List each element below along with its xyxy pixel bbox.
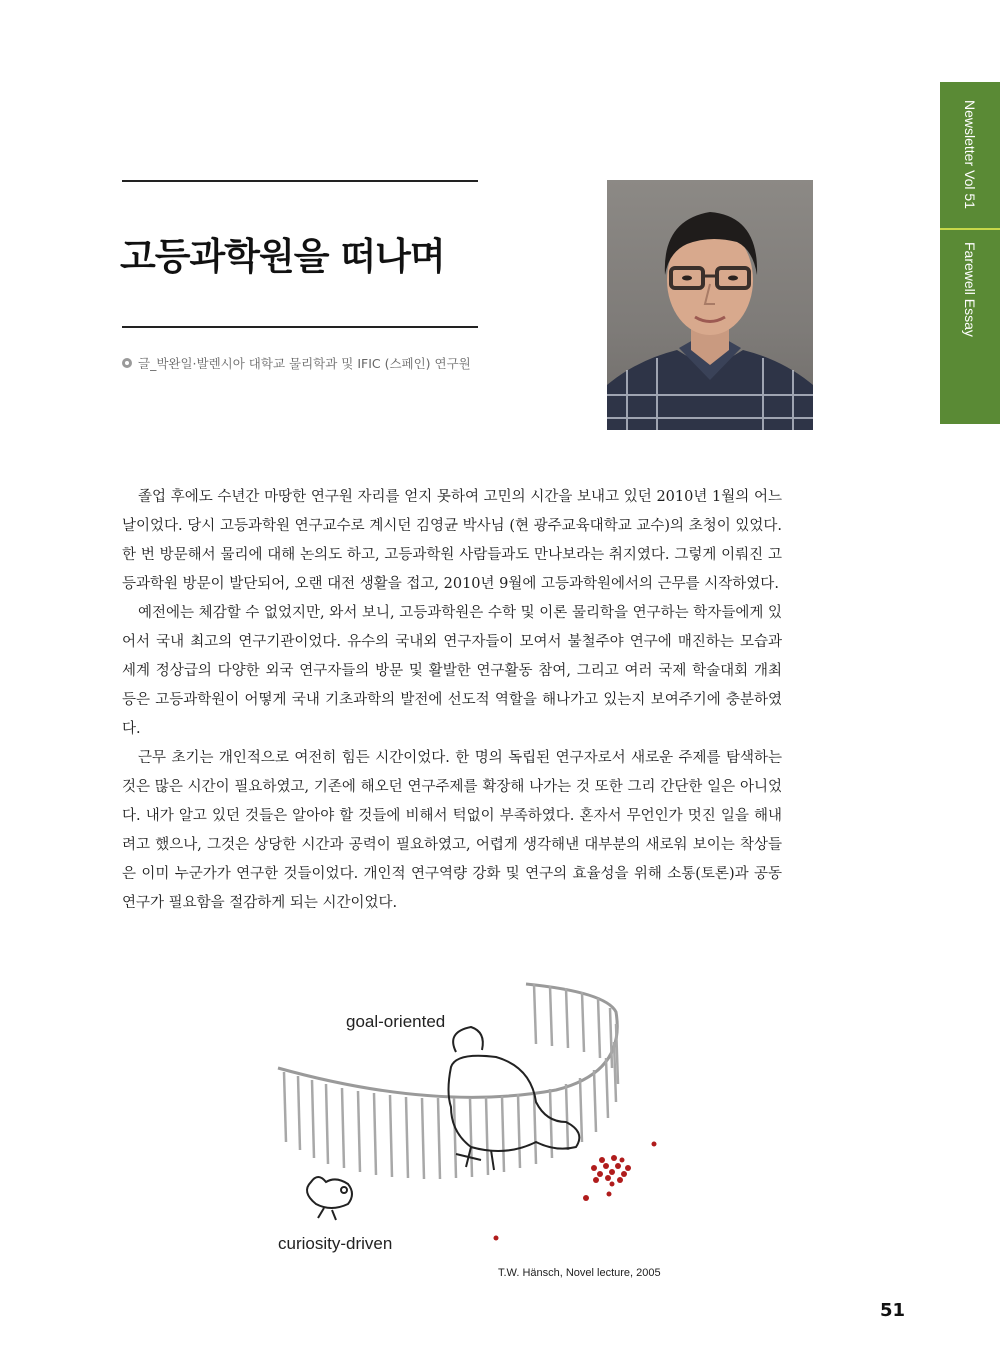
- article-title: 고등과학원을 떠나며: [120, 235, 445, 278]
- hansch-illustration: [256, 972, 702, 1288]
- section-tab: [940, 82, 1000, 424]
- goal-oriented-label: goal-oriented: [346, 1012, 446, 1031]
- paragraph: 예전에는 체감할 수 없었지만, 와서 보니, 고등과학원은 수학 및 이론 물리학을 연구하는 학자들에게 있어서 국내 최고의 연구기관이었다. 유수의 국내외 연구자들이 모여서 불철주야 연구에 매진하는 모습과 세계 정상급의 다양한 외국 연구자들의 방문 및 활발한 연구활동 참여, 그리고 여러 국제 학술대회 개최 등은 고등과학원이 어떻게 국내 기초과학의 발전에 선도적 역할을 해나가고 있는지 보여주기에 충분하였다.: [122, 605, 782, 737]
- figure-credit: T.W. Hänsch, Novel lecture, 2005: [498, 1267, 661, 1279]
- bullet-circle-icon: [122, 358, 132, 368]
- section-category-label: Farewell Essay: [962, 242, 978, 337]
- paragraph: 근무 초기는 개인적으로 여전히 힘든 시간이었다. 한 명의 독립된 연구자로서 새로운 주제를 탐색하는 것은 많은 시간이 필요하였고, 기존에 해오던 연구주제를 확장해 나가는 것 또한 그리 간단한 일은 아니었다. 내가 알고 있던 것들은 알아야 할 것들에 비해서 턱없이 부족하였다. 혼자서 무언인가 멋진 일을 해내려고 했으나, 그것은 상당한 시간과 공력이 필요하였고, 어렵게 생각해낸 대부분의 새로워 보이는 착상들은 이미 누군가가 연구한 것들이었다. 개인적 연구역량 강화 및 연구의 효율성을 위해 소통(토론)과 공동연구가 필요함을 절감하게 되는 시간이었다.: [122, 750, 782, 911]
- title-rule-top: [122, 180, 478, 182]
- newsletter-volume-label: Newsletter Vol 51: [962, 100, 978, 209]
- title-rule-bottom: [122, 326, 478, 328]
- page-number: 51: [880, 1300, 906, 1321]
- article-body: [122, 483, 782, 918]
- portrait-illustration: [607, 180, 813, 430]
- paragraph: 졸업 후에도 수년간 마땅한 연구원 자리를 얻지 못하여 고민의 시간을 보내고 있던 2010년 1월의 어느 날이었다. 당시 고등과학원 연구교수로 계시던 김영균 박사님 (현 광주교육대학교 교수)의 초청이 있었다. 한 번 방문해서 물리에 대해 논의도 하고, 고등과학원 사람들과도 만나보라는 취지였다. 그렇게 이뤄진 고등과학원 방문이 발단되어, 오랜 대전 생활을 접고, 2010년 9월에 고등과학원에서의 근무를 시작하였다.: [122, 489, 782, 592]
- tab-divider: [940, 228, 1000, 230]
- author-photo: [607, 180, 813, 430]
- author-byline: [122, 354, 471, 372]
- curiosity-driven-label: curiosity-driven: [278, 1234, 393, 1253]
- byline-text: 글_박완일·발렌시아 대학교 물리학과 및 IFIC (스페인) 연구원: [138, 356, 471, 371]
